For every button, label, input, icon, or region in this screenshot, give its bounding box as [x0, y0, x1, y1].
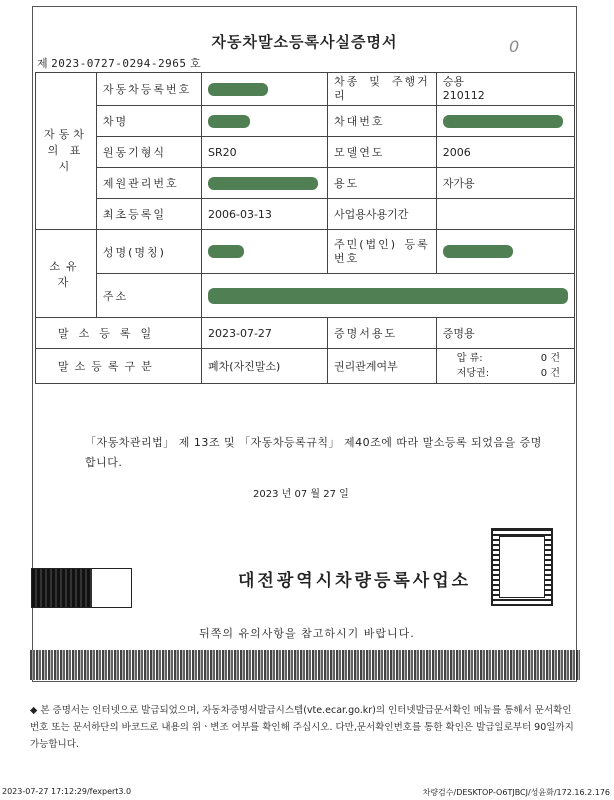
owner-group-label: 소유자 [36, 230, 97, 318]
vehicle-type-value: 승용 [442, 75, 464, 88]
mileage-value: 210112 [442, 89, 485, 102]
vehicle-name-label: 차명 [96, 106, 201, 137]
purpose-label: 증명서용도 [328, 318, 437, 349]
verification-notice: ◆ 본 증명서는 인터넷으로 발급되었으며, 자동차증명서발급시스템(vte.ecar.go.kr)의 인터넷발급문서확인 메뉴를 통해서 문서확인번호 또는 문서하단의 바코드로 내용의 위ㆍ변조 여부를 확인해 주십시오. 다만,문서확인번호를 통한 확인은 발급일로부터 90일까지 가능합니다. [30, 705, 574, 750]
business-period-value [436, 199, 574, 230]
seizure-row [443, 351, 568, 366]
dereg-date-label: 말소등록일 [36, 318, 202, 349]
official-seal-icon [491, 528, 553, 606]
mortgage-row [443, 366, 568, 381]
footer-operator: 차량검수/DESKTOP-O6TJBCJ/성윤화/172.16.2.176 [422, 788, 610, 797]
dereg-date-value: 2023-07-27 [201, 318, 327, 349]
seal-face [499, 536, 545, 598]
barcode-strip [30, 650, 580, 680]
mortgage-value: 0 건 [540, 368, 560, 379]
dereg-type-value: 폐차(자진말소) [201, 349, 327, 384]
redaction-mark [443, 115, 563, 128]
footer-timestamp: 2023-07-27 17:12:29/fexpert3.0 [2, 787, 132, 796]
owner-name-value [201, 230, 327, 274]
usage-label: 용도 [328, 168, 437, 199]
redaction-mark [208, 245, 244, 258]
redaction-mark [208, 288, 568, 304]
redaction-mark [443, 245, 513, 258]
reference-note: 뒤쪽의 유의사항을 참고하시기 바랍니다. [199, 627, 415, 640]
mgmt-no-label: 제원관리번호 [96, 168, 201, 199]
address-value [201, 274, 574, 318]
mortgage-label: 저당권: [456, 368, 490, 379]
document-code-block [31, 568, 132, 608]
mgmt-no-value [201, 168, 327, 199]
address-label: 주소 [96, 274, 201, 318]
vehicle-group-label: 자동차의 표시 [36, 73, 97, 230]
redaction-mark [208, 83, 268, 96]
certification-text: 「자동차관리법」 제 13조 및 「자동차등록규칙」 제40조에 따라 말소등록 되었음을 증명합니다. [85, 436, 542, 469]
doc-no-value: 2023-0727-0294-2965 [51, 57, 187, 70]
vin-label: 차대번호 [328, 106, 437, 137]
registration-table [35, 72, 575, 384]
issue-date: 2023 년 07 월 27 일 [253, 489, 349, 500]
code-fill [32, 569, 92, 607]
rights-label: 권리관계여부 [328, 349, 437, 384]
type-mileage-label: 차종 및 주행거리 [328, 73, 437, 106]
engine-value: SR20 [201, 137, 327, 168]
engine-label: 원동기형식 [96, 137, 201, 168]
redaction-mark [208, 177, 318, 190]
first-reg-value: 2006-03-13 [201, 199, 327, 230]
reg-no-label: 자동차등록번호 [96, 73, 201, 106]
usage-value: 자가용 [436, 168, 574, 199]
dereg-type-label: 말소등록구분 [36, 349, 202, 384]
vehicle-name-value [201, 106, 327, 137]
reg-no-value [201, 73, 327, 106]
handwritten-mark: 0 [509, 37, 520, 56]
doc-no-suffix: 호 [189, 57, 201, 70]
owner-id-value [436, 230, 574, 274]
document-title: 자동차말소등록사실증명서 [211, 33, 398, 51]
redaction-mark [208, 115, 250, 128]
vin-value [436, 106, 574, 137]
model-year-value: 2006 [436, 137, 574, 168]
owner-name-label: 성명(명칭) [96, 230, 201, 274]
issuing-authority: 대전광역시차량등록사업소 [238, 571, 472, 591]
doc-no-prefix: 제 [37, 57, 48, 70]
owner-id-label: 주민(법인) 등록번호 [328, 230, 437, 274]
purpose-value: 증명용 [436, 318, 574, 349]
model-year-label: 모델연도 [328, 137, 437, 168]
business-period-label: 사업용사용기간 [328, 199, 437, 230]
first-reg-label: 최초등록일 [96, 199, 201, 230]
seizure-value: 0 건 [540, 353, 560, 364]
seizure-label: 압 류: [456, 353, 483, 364]
rights-value [436, 349, 574, 384]
type-mileage-value [436, 73, 574, 106]
document-number [37, 55, 201, 71]
